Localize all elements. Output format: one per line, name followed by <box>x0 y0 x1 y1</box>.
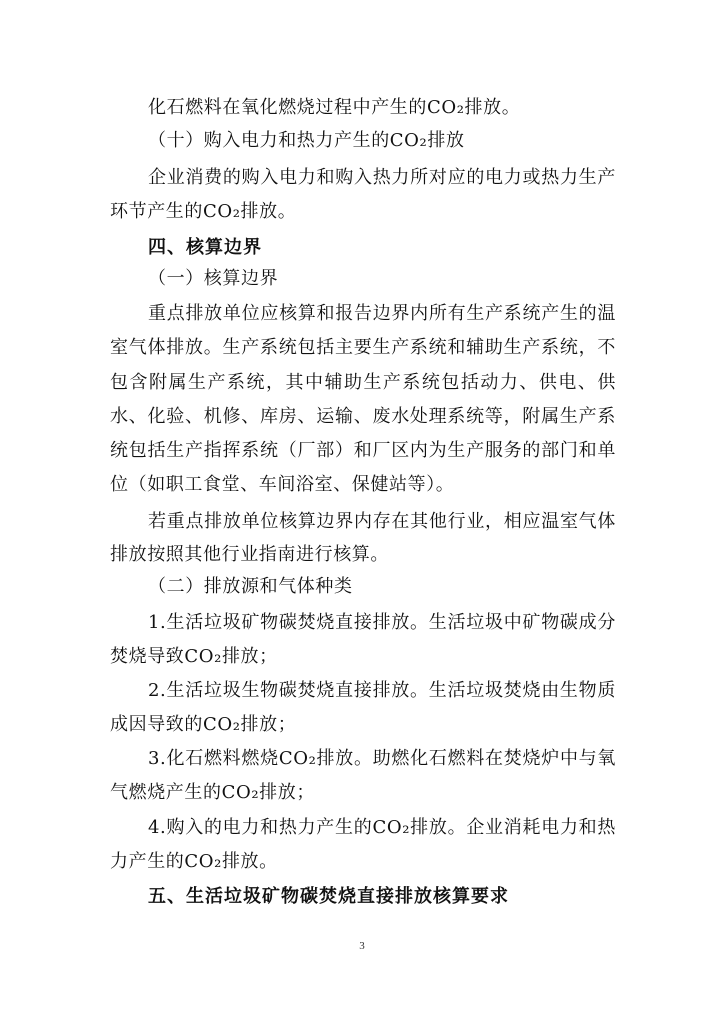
paragraph-line: 环节产生的CO₂排放。 <box>110 201 297 222</box>
subsection-heading: （二）排放源和气体种类 <box>148 576 353 597</box>
paragraph-line: 包含附属生产系统，其中辅助生产系统包括动力、供电、供 <box>110 372 616 393</box>
paragraph-line: 水、化验、机修、库房、运输、废水处理系统等，附属生产系 <box>110 406 616 427</box>
paragraph-line: 企业消费的购入电力和购入热力所对应的电力或热力生产 <box>148 167 616 188</box>
section-heading: 四、核算边界 <box>148 237 262 258</box>
paragraph-line: 统包括生产指挥系统（厂部）和厂区内为生产服务的部门和单 <box>110 440 616 461</box>
list-item-line: 3.化石燃料燃烧CO₂排放。助燃化石燃料在焚烧炉中与氧 <box>148 748 616 769</box>
list-item-line: 力产生的CO₂排放。 <box>110 851 278 872</box>
paragraph-line: 位（如职工食堂、车间浴室、保健站等）。 <box>110 474 455 495</box>
page-number: 3 <box>359 940 365 952</box>
paragraph-line: 室气体排放。生产系统包括主要生产系统和辅助生产系统，不 <box>110 337 616 358</box>
subsection-heading: （十）购入电力和热力产生的CO₂排放 <box>148 130 465 151</box>
list-item-line: 焚烧导致CO₂排放； <box>110 646 278 667</box>
subsection-heading: （一）核算边界 <box>148 268 279 289</box>
paragraph-line: 排放按照其他行业指南进行核算。 <box>110 544 389 565</box>
section-heading: 五、生活垃圾矿物碳焚烧直接排放核算要求 <box>148 886 509 907</box>
list-item-line: 4.购入的电力和热力产生的CO₂排放。企业消耗电力和热 <box>148 817 616 838</box>
paragraph-line: 若重点排放单位核算边界内存在其他行业，相应温室气体 <box>148 511 616 532</box>
list-item-line: 气燃烧产生的CO₂排放； <box>110 782 315 803</box>
list-item-line: 1.生活垃圾矿物碳焚烧直接排放。生活垃圾中矿物碳成分 <box>148 612 616 633</box>
paragraph-line: 化石燃料在氧化燃烧过程中产生的CO₂排放。 <box>148 97 521 118</box>
paragraph-line: 重点排放单位应核算和报告边界内所有生产系统产生的温 <box>148 303 616 324</box>
list-item-line: 成因导致的CO₂排放； <box>110 714 297 735</box>
list-item-line: 2.生活垃圾生物碳焚烧直接排放。生活垃圾焚烧由生物质 <box>148 680 616 701</box>
